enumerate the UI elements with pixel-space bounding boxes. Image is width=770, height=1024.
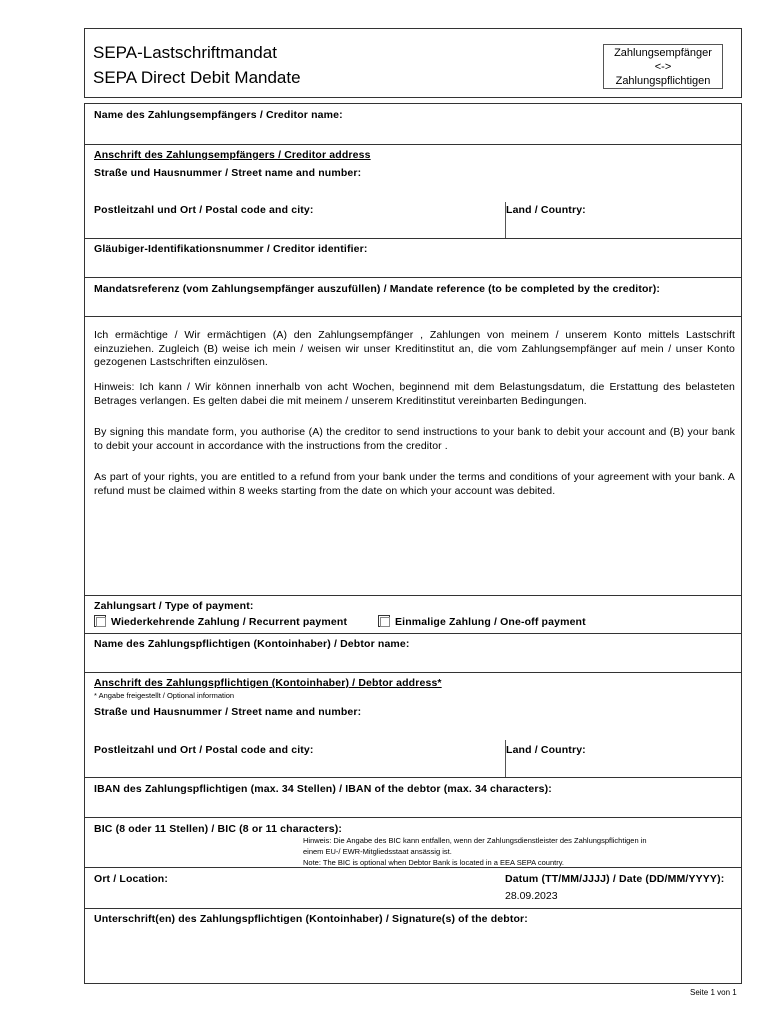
divider	[84, 633, 742, 634]
page-number: Seite 1 von 1	[690, 988, 737, 997]
bic-note-1: Hinweis: Die Angabe des BIC kann entfallen, wenn der Zahlungsdienstleister des Zahlungspflichtigen in	[303, 836, 647, 845]
title-en: SEPA Direct Debit Mandate	[93, 68, 301, 87]
creditor-country-label: Land / Country:	[506, 204, 586, 216]
bic-note-2: einem EU-/ EWR-Mitgliedsstaat ansässig ist.	[303, 847, 452, 856]
mandate-text-de-1: Ich ermächtige / Wir ermächtigen (A) den Zahlungsempfänger , Zahlungen von meinem / unserem Konto mittels Lastschrift einzuziehen. Zugleich (B) weise ich mein / weisen wir unser Kreditinstitut an, die vom Zahlungsempfänger auf mein / unser Konto gezogenen Lastschriften einzulösen.	[94, 329, 735, 369]
oneoff-payment-label: Einmalige Zahlung / One-off payment	[395, 616, 586, 628]
creditor-street-label: Straße und Hausnummer / Street name and number:	[94, 167, 362, 179]
oneoff-checkbox[interactable]	[378, 615, 390, 627]
mandate-text-en-1: By signing this mandate form, you authorise (A) the creditor to send instructions to your bank to debit your account and (B) your bank to debit your account in accordance with the instructions from the creditor .	[94, 426, 735, 452]
location-label: Ort / Location:	[94, 873, 168, 885]
header-box	[84, 28, 742, 98]
mandate-reference-label: Mandatsreferenz (vom Zahlungsempfänger auszufüllen) / Mandate reference (to be completed by the creditor):	[94, 283, 661, 295]
direction-line-2: <->	[654, 61, 672, 73]
mandate-text-en-2: As part of your rights, you are entitled to a refund from your bank under the terms and conditions of your agreement with your bank. A refund must be claimed within 8 weeks starting from the date on which your account was debited.	[94, 471, 735, 497]
divider	[84, 277, 742, 278]
divider	[84, 908, 742, 909]
title-de: SEPA-Lastschriftmandat	[93, 43, 277, 62]
payment-type-label: Zahlungsart / Type of payment:	[94, 600, 254, 612]
divider	[84, 238, 742, 239]
divider	[84, 316, 742, 317]
creditor-address-heading: Anschrift des Zahlungsempfängers / Creditor address	[94, 149, 371, 161]
bic-label: BIC (8 oder 11 Stellen) / BIC (8 or 11 characters):	[94, 823, 343, 835]
divider	[84, 777, 742, 778]
creditor-postal-label: Postleitzahl und Ort / Postal code and city:	[94, 204, 314, 216]
optional-note: * Angabe freigestellt / Optional information	[94, 691, 235, 700]
recurrent-checkbox[interactable]	[94, 615, 106, 627]
divider	[84, 144, 742, 145]
debtor-country-label: Land / Country:	[506, 744, 586, 756]
divider	[84, 595, 742, 596]
direction-box	[603, 44, 723, 89]
creditor-name-label: Name des Zahlungsempfängers / Creditor name:	[94, 109, 343, 121]
direction-line-3: Zahlungspflichtigen	[615, 75, 711, 87]
date-label: Datum (TT/MM/JJJJ) / Date (DD/MM/YYYY):	[505, 873, 725, 885]
date-value: 28.09.2023	[505, 890, 558, 902]
direction-line-1: Zahlungsempfänger	[614, 47, 712, 59]
mandate-text-de-2: Hinweis: Ich kann / Wir können innerhalb von acht Wochen, beginnend mit dem Belastungsdatum, die Erstattung des belasteten Betrages verlangen. Es gelten dabei die mit meinem / unserem Kreditinstitut vereinbarten Bedingungen.	[94, 381, 735, 407]
debtor-name-label: Name des Zahlungspflichtigen (Kontoinhaber) / Debtor name:	[94, 638, 410, 650]
debtor-address-heading: Anschrift des Zahlungspflichtigen (Kontoinhaber) / Debtor address*	[94, 677, 442, 689]
iban-label: IBAN des Zahlungspflichtigen (max. 34 Stellen) / IBAN of the debtor (max. 34 characters):	[94, 783, 552, 795]
divider	[84, 672, 742, 673]
signature-label: Unterschrift(en) des Zahlungspflichtigen (Kontoinhaber) / Signature(s) of the debtor:	[94, 913, 528, 925]
divider	[84, 867, 742, 868]
creditor-identifier-label: Gläubiger-Identifikationsnummer / Creditor identifier:	[94, 243, 368, 255]
recurrent-payment-option[interactable]	[94, 615, 347, 628]
oneoff-payment-option[interactable]	[378, 615, 586, 628]
debtor-postal-label: Postleitzahl und Ort / Postal code and city:	[94, 744, 314, 756]
debtor-street-label: Straße und Hausnummer / Street name and number:	[94, 706, 362, 718]
recurrent-payment-label: Wiederkehrende Zahlung / Recurrent payment	[111, 616, 348, 628]
bic-note-3: Note: The BIC is optional when Debtor Bank is located in a EEA SEPA country.	[303, 858, 564, 867]
divider	[84, 817, 742, 818]
